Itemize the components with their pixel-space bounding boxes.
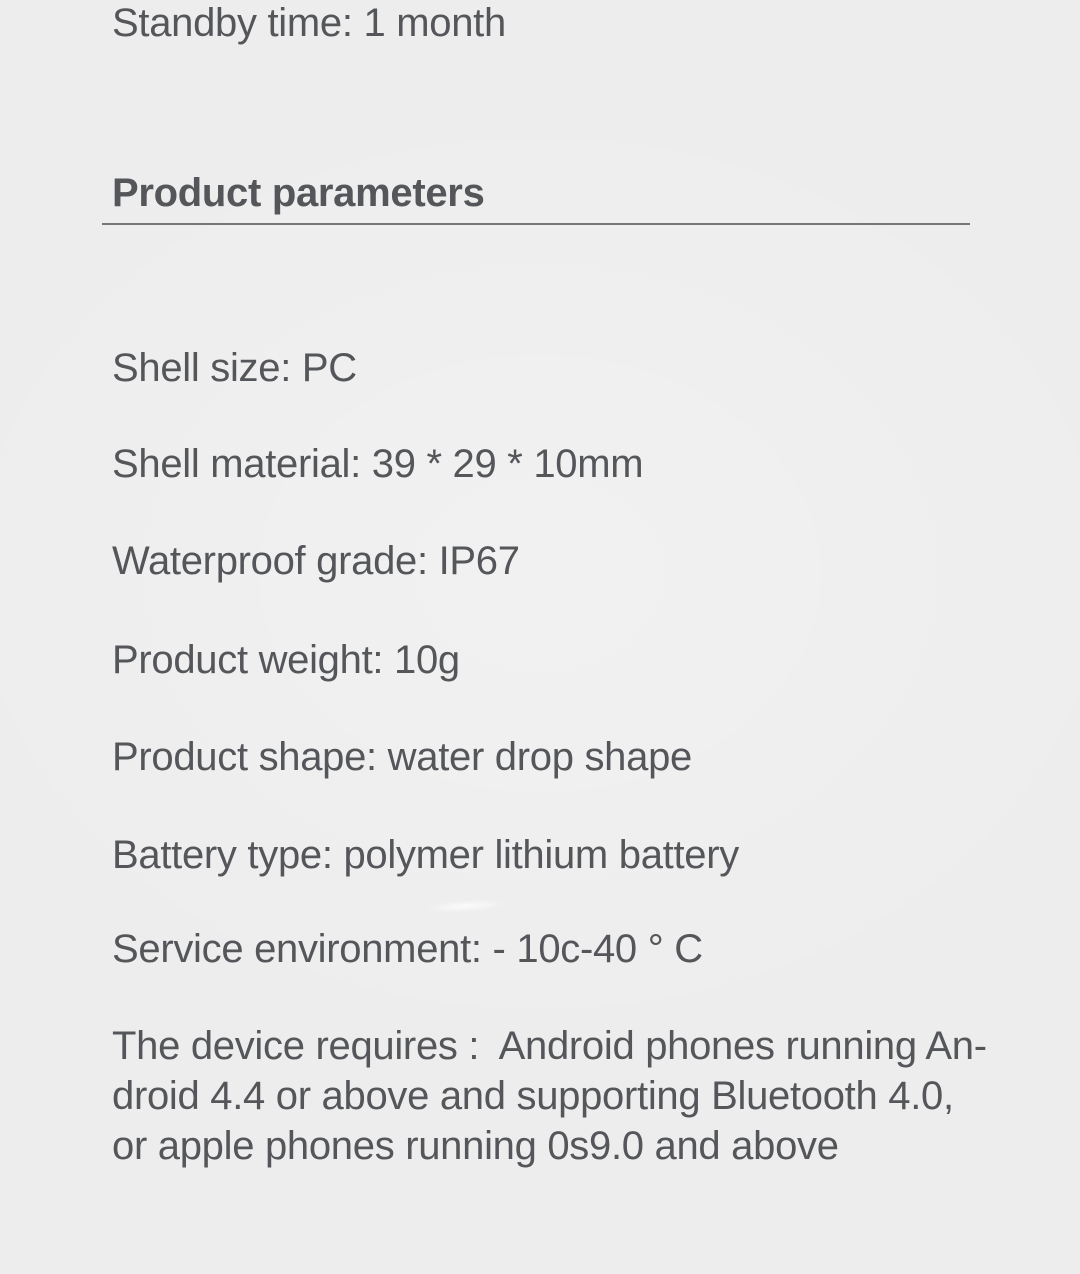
note-line-3: or apple phones running 0s9.0 and above [112,1124,839,1168]
parameter-row-waterproof-grade: Waterproof grade: IP67 [112,539,520,583]
smudge-artifact [408,894,524,918]
parameter-row-product-shape: Product shape: water drop shape [112,735,692,779]
note-line-2: droid 4.4 or above and supporting Bluetooth 4.0, [112,1074,954,1118]
parameter-row-standby-time: Standby time: 1 month [112,1,506,45]
parameter-row-product-weight: Product weight: 10g [112,638,460,682]
note-line-1: The device requires : Android phones running An- [112,1024,987,1068]
parameter-row-battery-type: Battery type: polymer lithium battery [112,833,739,877]
parameter-row-service-environment: Service environment: - 10c-40 ° C [112,927,703,971]
section-title: Product parameters [112,171,485,215]
parameter-row-shell-material: Shell material: 39 * 29 * 10mm [112,442,644,486]
parameter-row-shell-size: Shell size: PC [112,346,357,390]
title-divider [102,223,970,225]
device-requirements-note [112,1021,987,1171]
